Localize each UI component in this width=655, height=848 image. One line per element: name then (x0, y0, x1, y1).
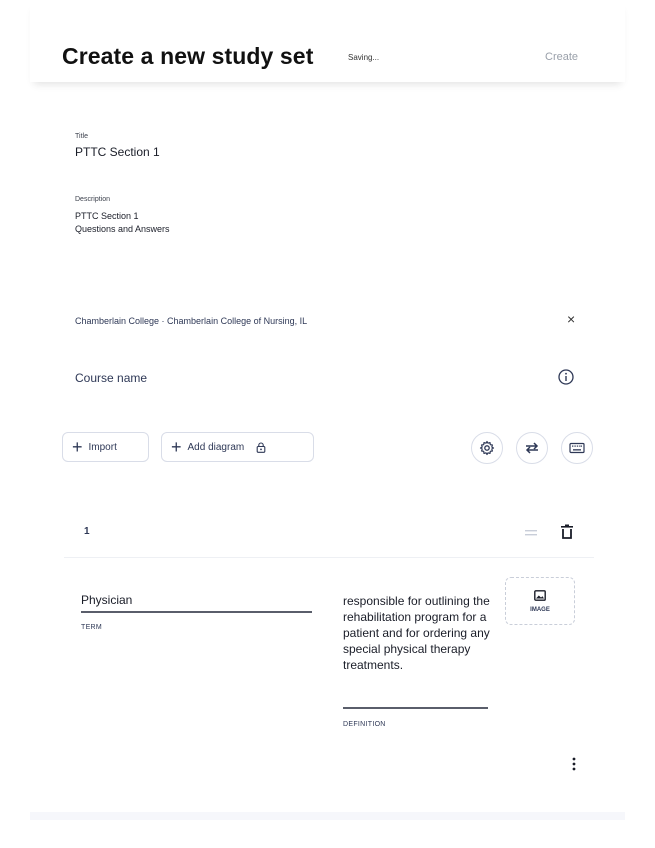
term-input[interactable]: Physician (81, 593, 133, 607)
saving-status: Saving... (348, 53, 380, 62)
image-upload-button[interactable] (505, 577, 575, 625)
description-label: Description (75, 196, 111, 203)
swap-button[interactable] (516, 432, 548, 464)
settings-button[interactable] (471, 432, 503, 464)
lock-icon (256, 442, 266, 453)
swap-icon (524, 441, 540, 455)
definition-input[interactable]: responsible for outlining the rehabilitation program for a patient and for ordering any special physical therapy treatments. (343, 594, 490, 672)
import-label: Import (88, 441, 117, 453)
trash-icon[interactable] (560, 524, 574, 540)
title-label: Title (75, 133, 88, 140)
course-name-input[interactable]: Course name (75, 371, 148, 385)
more-vertical-icon[interactable] (569, 755, 579, 773)
drag-handle-icon[interactable] (524, 528, 538, 538)
import-button[interactable] (62, 432, 149, 462)
create-button[interactable]: Create (545, 51, 579, 63)
card-number: 1 (84, 526, 90, 537)
page-title: Create a new study set (62, 43, 314, 69)
image-icon (534, 590, 546, 601)
description-line: Questions and Answers (75, 224, 170, 234)
description-input[interactable] (75, 211, 170, 234)
title-input[interactable]: PTTC Section 1 (75, 145, 160, 159)
add-diagram-button[interactable] (161, 432, 314, 462)
term-label: TERM (81, 624, 103, 631)
gear-icon (479, 440, 495, 456)
card-divider (64, 557, 594, 558)
image-label: IMAGE (530, 607, 550, 613)
definition-underline (343, 707, 488, 709)
plus-icon: + (72, 437, 83, 457)
plus-icon: + (171, 437, 182, 457)
keyboard-button[interactable] (561, 432, 593, 464)
close-icon[interactable]: × (567, 311, 576, 327)
add-diagram-label: Add diagram (187, 441, 245, 453)
card-bottom-divider (30, 812, 625, 820)
keyboard-icon (569, 442, 585, 454)
definition-label: DEFINITION (343, 721, 386, 728)
term-underline (81, 611, 312, 613)
description-line: PTTC Section 1 (75, 211, 139, 221)
info-icon[interactable] (558, 369, 574, 385)
school-label: Chamberlain College · Chamberlain College of Nursing, IL (75, 316, 308, 326)
